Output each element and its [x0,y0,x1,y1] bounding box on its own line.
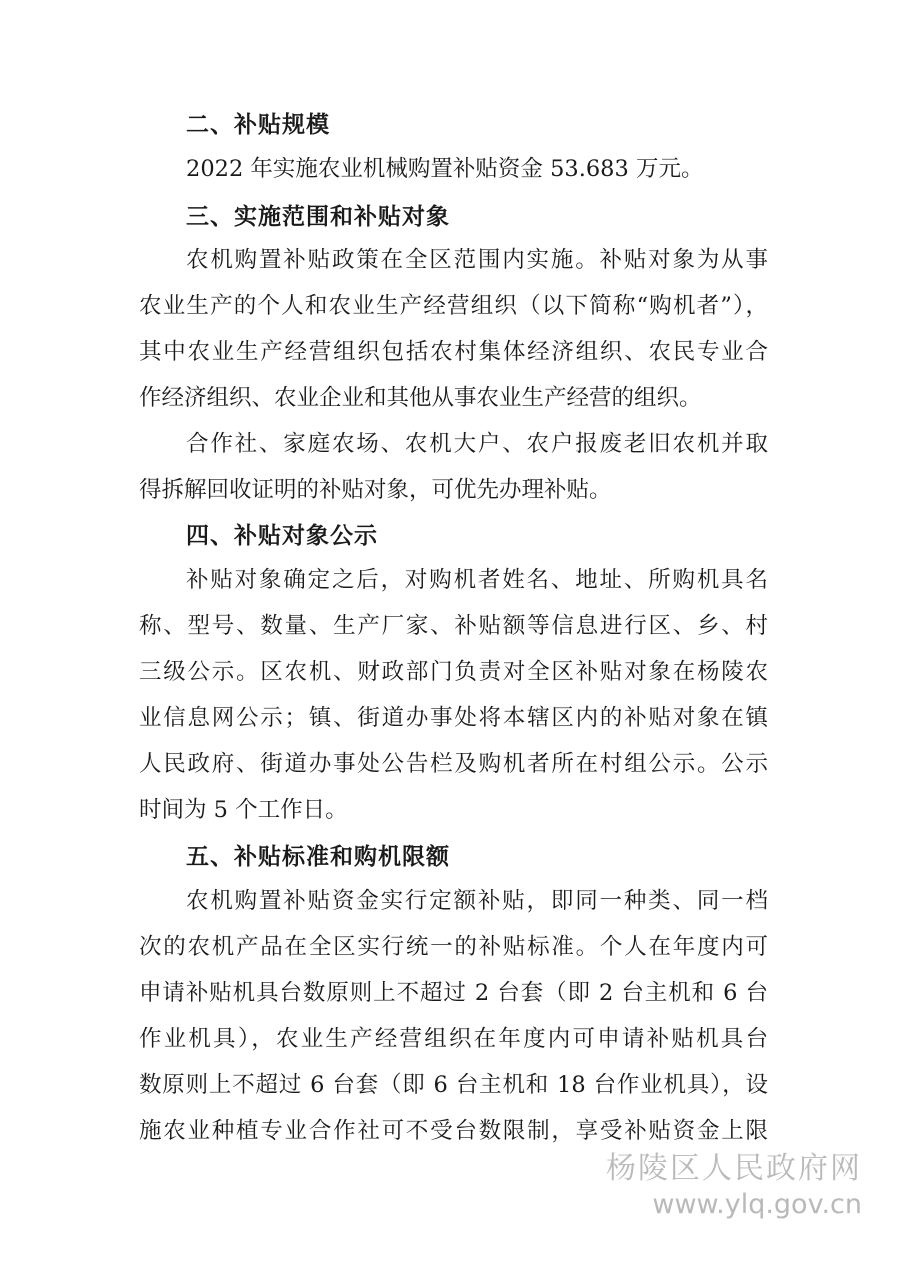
paragraph-line: 农机购置补贴政策在全区范围内实施。补贴对象为从事 [186,247,768,273]
paragraph-line: 称、型号、数量、生产厂家、补贴额等信息进行区、乡、村 [139,613,768,639]
section-heading-standards-and-limits: 五、补贴标准和购机限额 [186,844,450,870]
paragraph-line: 次的农机产品在全区实行统一的补贴标准。个人在年度内可 [139,934,768,960]
paragraph-line: 得拆解回收证明的补贴对象，可优先办理补贴。 [139,477,612,503]
paragraph-line: 时间为 5 个工作日。 [139,797,348,823]
paragraph-line: 合作社、家庭农场、农机大户、农户报废老旧农机并取 [186,431,768,457]
watermark-site-name: 杨陵区人民政府网 [606,1151,862,1186]
paragraph-line: 2022 年实施农业机械购置补贴资金 53.683 万元。 [186,156,704,182]
paragraph-line: 作经济组织、农业企业和其他从事农业生产经营的组织。 [139,385,702,411]
site-watermark [606,1143,862,1220]
paragraph-line: 其中农业生产经营组织包括农村集体经济组织、农民专业合 [139,339,768,365]
section-heading-scope-and-recipients: 三、实施范围和补贴对象 [186,204,450,230]
paragraph-line: 业信息网公示；镇、街道办事处将本辖区内的补贴对象在镇 [139,705,768,731]
paragraph-line: 施农业种植专业合作社可不受台数限制，享受补贴资金上限 [139,1118,768,1144]
paragraph-line: 补贴对象确定之后，对购机者姓名、地址、所购机具名 [186,567,768,593]
paragraph-line: 农机购置补贴资金实行定额补贴，即同一种类、同一档 [186,888,768,914]
section-heading-recipient-disclosure: 四、补贴对象公示 [186,523,378,549]
paragraph-line: 作业机具），农业生产经营组织在年度内可申请补贴机具台 [139,1026,768,1052]
paragraph-line: 申请补贴机具台数原则上不超过 2 台套（即 2 台主机和 6 台 [139,980,768,1006]
section-heading-subsidy-scale: 二、补贴规模 [186,112,330,138]
paragraph-line: 人民政府、街道办事处公告栏及购机者所在村组公示。公示 [139,751,768,777]
paragraph-line: 数原则上不超过 6 台套（即 6 台主机和 18 台作业机具），设 [139,1072,768,1098]
paragraph-line: 三级公示。区农机、财政部门负责对全区补贴对象在杨陵农 [139,659,768,685]
watermark-site-url: www.ylq.gov.cn [652,1189,862,1220]
paragraph-line: 农业生产的个人和农业生产经营组织（以下简称“购机者”）， [139,293,768,319]
